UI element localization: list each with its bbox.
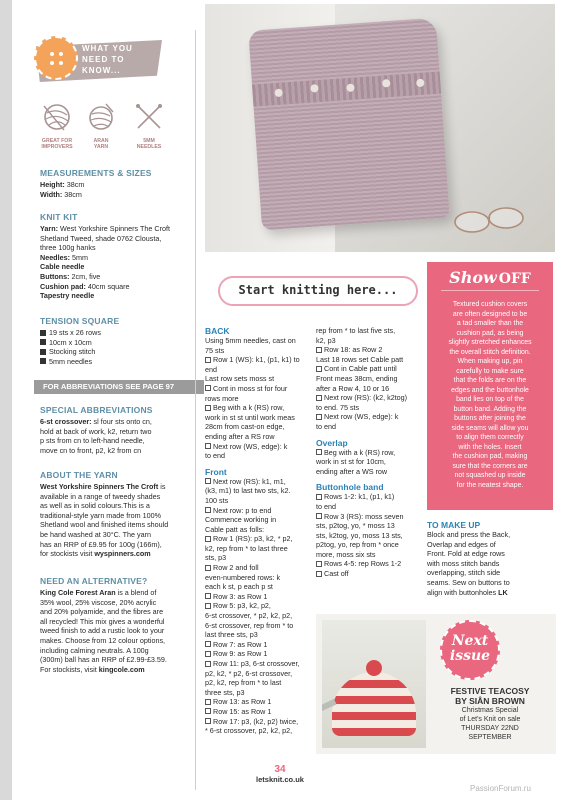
lk-sign: LK	[498, 587, 508, 597]
pattern-line: after a Row 4, 10 or 16	[316, 383, 390, 393]
button-icon	[34, 36, 78, 80]
show-off-line: that the folds are on the	[453, 377, 527, 384]
tension-item: 5mm needles	[40, 357, 200, 367]
checkbox-icon[interactable]	[205, 507, 211, 513]
pattern-line: work in st st for 10cm,	[316, 457, 386, 467]
make-up-line: overlapping, stitch side	[427, 568, 501, 578]
abbreviations-bar	[34, 380, 204, 394]
about-l2: available in a range of tweedy shades	[40, 491, 161, 501]
pattern-line: p2tog, yo, rep from * once	[316, 540, 399, 550]
pattern-line: Cont in Cable patt until	[316, 364, 424, 374]
checkbox-icon[interactable]	[205, 661, 211, 667]
pattern-line: Row 1 (WS): k1, (p1, k1) to end	[205, 355, 300, 374]
special-l2: hold at back of work, k2, return two	[40, 426, 152, 436]
pattern-line: to end	[316, 501, 336, 511]
icon-label-3a: 5MM	[143, 138, 155, 144]
checkbox-icon[interactable]	[205, 593, 211, 599]
checkbox-icon[interactable]	[205, 708, 211, 714]
checkbox-icon[interactable]	[205, 536, 211, 542]
next-l4: SEPTEMBER	[468, 734, 512, 741]
cushion-photo	[205, 4, 555, 252]
pattern-line: Row 17: p3, (k2, p2) twice,	[205, 717, 313, 727]
next-l3: THURSDAY 22ND	[461, 725, 519, 732]
teacosy-photo	[322, 620, 426, 748]
checkbox-icon[interactable]	[316, 513, 322, 519]
special-l3: p sts from cn to left-hand needle,	[40, 436, 145, 446]
overlap-heading: Overlap	[316, 437, 348, 448]
checkbox-icon[interactable]	[205, 699, 211, 705]
pattern-line: rep from * to last five sts,	[316, 326, 396, 335]
checkbox-icon[interactable]	[205, 357, 211, 363]
alt-bold: King Cole Forest Aran	[40, 588, 116, 597]
pad-value: 40cm square	[87, 281, 130, 291]
make-up-line: Block and press the Back,	[427, 530, 511, 539]
show-off-line: cushion pad, as being	[456, 329, 524, 337]
show-off-line: edges and the buttonhole	[451, 386, 529, 394]
site-url[interactable]: letsknit.co.uk	[256, 775, 304, 784]
knit-kit-heading: KNIT KIT	[40, 212, 78, 222]
alt-l3: and 20% polyamide, and the fibres are	[40, 607, 164, 617]
yarn-l3: three 100g hanks	[40, 243, 96, 253]
alt-l7: including calming neutrals. A 100g	[40, 645, 149, 655]
pattern-line: to end. 75 sts	[316, 402, 360, 412]
pattern-line: Row 3 (RS): moss seven	[316, 512, 424, 522]
tapestry-label: Tapestry needle	[40, 291, 95, 301]
pattern-line: sts, p3	[205, 553, 227, 563]
pattern-line: Row 2 and foll	[205, 563, 313, 573]
cable-label: Cable needle	[40, 262, 85, 272]
make-up-last: align with buttonholes	[427, 587, 499, 597]
buttons-value: 2cm, five	[71, 271, 101, 281]
show-off-line: carefully to make sure	[456, 367, 524, 375]
tension-item: 10cm x 10cm	[40, 338, 200, 348]
alt-l6: makes. Choose from 12 colour options,	[40, 635, 166, 645]
side-strip	[0, 0, 12, 800]
special-heading: SPECIAL ABBREVIATIONS	[40, 405, 153, 415]
pattern-line: Rows 4-5: rep Rows 1-2	[316, 559, 424, 569]
alt-heading: NEED AN ALTERNATIVE?	[40, 576, 148, 586]
about-l6: be hand washed at 30°C. The yarn	[40, 529, 152, 539]
pattern-line: Row 3: as Row 1	[205, 592, 313, 602]
checkbox-icon[interactable]	[205, 478, 211, 484]
pattern-line: to end	[205, 451, 225, 461]
alt-l2: 35% wool, 25% viscose, 20% acrylic	[40, 597, 157, 607]
pattern-line: 75 sts	[205, 345, 225, 355]
pattern-line: Cast off	[316, 569, 424, 579]
show-off-line: are often designed to be	[452, 310, 528, 318]
checkbox-icon[interactable]	[205, 565, 211, 571]
needles-label: Needles:	[40, 252, 70, 262]
pattern-line: Row 9: as Row 1	[205, 649, 313, 659]
next-issue-badge	[440, 620, 500, 680]
pattern-line: even-numbered rows: k	[205, 572, 281, 582]
about-bold: West Yorkshire Spinners The Croft	[40, 482, 159, 491]
icon-label-1a: GREAT FOR	[41, 138, 73, 144]
show-off-line: to align them correctly	[456, 434, 524, 441]
make-up-line: Overlap and edges of	[427, 539, 496, 549]
checkbox-icon[interactable]	[316, 561, 322, 567]
pattern-line: p2, k2, rep from * to last	[205, 678, 282, 688]
front-heading: Front	[205, 466, 227, 477]
special-l1: sl four sts onto cn,	[91, 417, 152, 426]
watermark: PassionForum.ru	[470, 784, 531, 793]
start-knitting-text: Start knitting here...	[238, 283, 398, 297]
icon-label-1b: IMPROVERS	[41, 144, 73, 151]
pattern-line: last three sts, p3	[205, 630, 258, 640]
about-heading: ABOUT THE YARN	[40, 470, 118, 480]
show-off-line: When making up, pin	[457, 358, 523, 365]
pattern-line: Last row sets moss st	[205, 374, 275, 384]
show-off-box	[427, 262, 553, 510]
about-l1: is	[158, 482, 166, 491]
about-l7: has an RRP of £9.95 for 100g (166m),	[40, 539, 162, 549]
yarn-ball-icon	[42, 102, 72, 132]
checkbox-icon[interactable]	[205, 385, 211, 391]
pattern-line: Front meas 38cm, ending	[316, 373, 398, 383]
checkbox-icon[interactable]	[316, 366, 322, 372]
pattern-line: Next row (WS, edge): k	[205, 442, 313, 452]
show-off-line: slightly stretched enhances	[448, 339, 532, 346]
pattern-line: 6-st crossover, rep from * to	[205, 620, 294, 630]
pattern-line: Beg with a k (RS) row,	[316, 448, 424, 458]
column-divider	[195, 30, 196, 790]
what-you-need-badge	[36, 36, 166, 84]
page-number: 34	[274, 764, 286, 775]
alt-l9: For stockists, visit	[40, 664, 99, 674]
pattern-line: work in st st until work meas	[205, 412, 295, 422]
yarn-l2: Shetland Tweed, shade 0762 Clousta,	[40, 233, 162, 243]
pattern-line: sts, p2tog, yo, * moss 13	[316, 521, 395, 531]
abbreviations-text: FOR ABBREVIATIONS SEE PAGE 97	[43, 382, 175, 391]
about-l5: Shetland wool and finished items should	[40, 520, 169, 530]
badge-line1: WHAT YOU	[82, 44, 133, 53]
pattern-line: Cont in moss st for four	[205, 384, 313, 394]
pattern-line: Row 13: as Row 1	[205, 697, 313, 707]
next-l2: of Let's Knit on sale	[459, 716, 521, 723]
buttonhole-heading: Buttonhole band	[316, 482, 384, 493]
show-off-line: side seams will allow you	[451, 424, 529, 432]
next-word: Next	[451, 633, 489, 649]
pattern-line: Next row (RS): (k2, k2tog)	[316, 393, 424, 403]
make-up-line: seams. Sew on buttons to	[427, 577, 510, 587]
height-value: 38cm	[66, 180, 85, 189]
alt-l5: tweed finish to add a rustic look to your	[40, 626, 165, 636]
alt-l1: is a blend of	[115, 588, 157, 597]
pattern-line: Cable patt as folls:	[205, 524, 265, 534]
wyspinners-link[interactable]: wyspinners.com	[94, 549, 151, 559]
icon-label-2a: ARAN	[93, 138, 109, 144]
height-label: Height:	[40, 180, 65, 189]
pattern-line: sts, k2tog, yo, moss 13 sts,	[316, 530, 403, 540]
tension-item: Stocking stitch	[40, 347, 200, 357]
special-bold: 6-st crossover:	[40, 417, 92, 426]
pattern-line: Row 11: p3, 6-st crossover,	[205, 659, 313, 669]
off-word: OFF	[498, 271, 531, 287]
checkbox-icon[interactable]	[316, 571, 322, 577]
pad-label: Cushion pad:	[40, 281, 86, 291]
checkbox-icon[interactable]	[205, 651, 211, 657]
pattern-line: 100 sts	[205, 495, 229, 505]
checkbox-icon[interactable]	[205, 718, 211, 724]
pattern-line: Row 5: p3, k2, p2,	[205, 601, 313, 611]
checkbox-icon[interactable]	[316, 395, 322, 401]
show-off-line: not squashed up inside	[454, 472, 526, 479]
needles-icon	[134, 102, 164, 132]
pattern-line: Next row (WS, edge): k	[316, 412, 424, 422]
pattern-line: k2, p3	[316, 335, 336, 345]
pattern-line: to end	[316, 421, 336, 431]
badge-line2: NEED TO	[82, 55, 125, 64]
back-heading: BACK	[205, 326, 230, 336]
pattern-line: (k3, m1) to last two sts, k2.	[205, 486, 291, 496]
pattern-line: Next row (RS): k1, m1,	[205, 477, 313, 487]
next-issue-panel	[316, 614, 556, 754]
show-off-line: the cushion pad, making	[452, 453, 528, 460]
checkbox-icon[interactable]	[205, 405, 211, 411]
pattern-line: Rows 1-2: k1, (p1, k1)	[316, 492, 424, 502]
icons-row	[38, 102, 172, 158]
checkbox-icon[interactable]	[316, 414, 322, 420]
checkbox-icon[interactable]	[316, 494, 322, 500]
measurements-heading: MEASUREMENTS & SIZES	[40, 168, 152, 178]
pattern-line: Row 7: as Row 1	[205, 640, 313, 650]
width-label: Width:	[40, 189, 63, 199]
pattern-line: Beg with a k (RS) row,	[205, 403, 313, 413]
pattern-line: k2, rep from * to last three	[205, 543, 288, 553]
pattern-line: rows more	[205, 393, 239, 403]
show-off-line: for the neatest shape.	[456, 481, 524, 489]
special-l4: move cn to front, p2, k2 from cn	[40, 445, 142, 455]
show-off-line: button band. Adding the	[453, 405, 527, 413]
pattern-line: Row 15: as Row 1	[205, 707, 313, 717]
pattern-line: ending after a RS row	[205, 431, 275, 441]
pattern-line: Using 5mm needles, cast on	[205, 336, 296, 345]
pattern-line: Next row: p to end	[205, 506, 313, 516]
about-l3: as well as in solid colours.This is a	[40, 501, 150, 511]
show-off-line: with the holes. Insert	[458, 443, 522, 451]
teacosy-title1: FESTIVE TEACOSY	[450, 686, 530, 696]
pattern-line: each k st, p each p st	[205, 582, 273, 592]
teacosy-title2: BY SIÂN BROWN	[455, 696, 525, 706]
start-knitting-banner	[218, 276, 418, 306]
glasses-icon	[450, 200, 530, 240]
buttons-label: Buttons:	[40, 271, 70, 281]
show-word: Show	[449, 268, 497, 287]
icon-label-3b: NEEDLES	[136, 144, 162, 151]
yarn-label: Yarn:	[40, 224, 58, 233]
show-off-line: the overall stitch definition.	[449, 348, 531, 356]
show-off-line: band lies on top of the	[456, 396, 524, 403]
aran-yarn-icon	[86, 102, 116, 132]
pattern-line: 28cm from cast-on edge,	[205, 422, 285, 432]
pattern-line: Row 1 (RS): p3, k2, * p2,	[205, 534, 313, 544]
issue-word: issue	[449, 648, 491, 664]
yarn-l1: West Yorkshire Spinners The Croft	[59, 224, 170, 233]
checkbox-icon[interactable]	[316, 347, 322, 353]
pattern-line: Commence working in	[205, 515, 277, 525]
kingcole-link[interactable]: kingcole.com	[98, 664, 145, 674]
cushion	[248, 18, 449, 231]
show-off-line: a tad smaller than the	[456, 320, 524, 327]
about-l4: traditional-style yarn made from 100%	[40, 510, 162, 520]
checkbox-icon[interactable]	[205, 641, 211, 647]
pattern-line: Row 18: as Row 2	[316, 345, 424, 355]
make-up-heading: TO MAKE UP	[427, 520, 481, 530]
pattern-line: * 6-st crossover, p2, k2, p2,	[205, 726, 293, 736]
pattern-line: 6-st crossover, * p2, k2, p2,	[205, 611, 293, 621]
about-l8: for stockists visit	[40, 549, 95, 559]
pattern-line: more, moss six sts	[316, 549, 376, 559]
pattern-line: ending after a WS row	[316, 466, 388, 476]
pattern-line: three sts, p3	[205, 687, 245, 697]
alt-l4: all recycled! This mix gives a wonderful	[40, 616, 165, 626]
width-value: 38cm	[64, 189, 82, 199]
icon-label-2b: YARN	[93, 144, 109, 151]
needles-value: 5mm	[71, 252, 88, 262]
show-off-line: buttons after joining the	[454, 415, 526, 422]
checkbox-icon[interactable]	[316, 449, 322, 455]
checkbox-icon[interactable]	[205, 443, 211, 449]
tension-item: 19 sts x 26 rows	[40, 328, 200, 338]
show-off-line: Textured cushion covers	[452, 301, 528, 308]
next-l1: Christmas Special	[461, 707, 519, 714]
show-off-line: sure that the corners are	[452, 462, 528, 470]
alt-l8: (300m) ball has an RRP of £2.99-£3.59.	[40, 655, 167, 665]
make-up-line: with moss stitch bands	[427, 558, 500, 568]
make-up-line: Front. Fold at edge rows	[427, 549, 505, 559]
pattern-line: p2, k2, * p2, 6-st crossover,	[205, 668, 293, 678]
pattern-line: Last 18 rows set Cable patt	[316, 354, 404, 364]
checkbox-icon[interactable]	[205, 603, 211, 609]
tension-heading: TENSION SQUARE	[40, 316, 120, 326]
badge-line3: KNOW...	[82, 66, 121, 75]
